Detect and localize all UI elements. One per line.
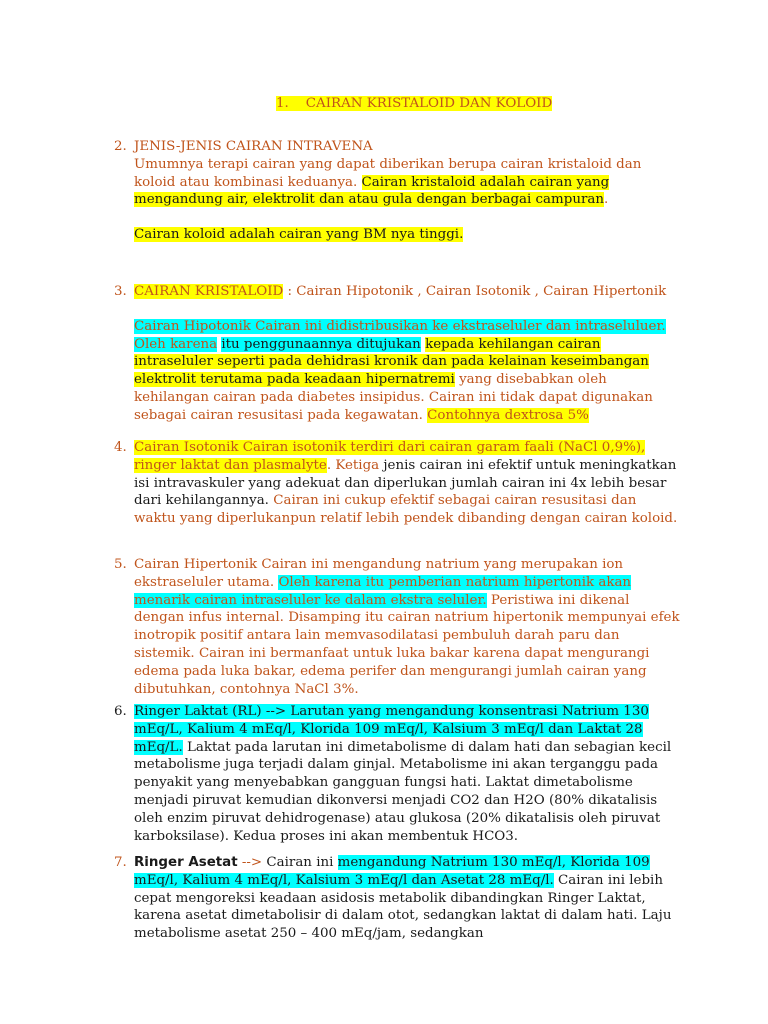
section-heading: JENIS-JENIS CAIRAN INTRAVENA <box>134 139 373 154</box>
paragraph: Cairan Hipertonik Cairan ini mengandung natrium yang merupakan ion ekstraseluler utama. Oleh karena itu pemberian natrium hipertonik akan menarik cairan intraseluler ke dalam ekstra seluler. Peristiwa ini dikenal dengan infus internal. Disamping itu cairan natrium hipertonik mempunyai efek inotropik positif antara lain memvasodilatasi pembuluh darah paru dan sistemik. Cairan ini bermanfaat untuk luka bakar karena dapat mengurangi edema pada luka bakar, edema perifer dan mengurangi jumlah cairan yang dibutuhkan, contohnya NaCl 3%. <box>134 557 680 697</box>
paragraph: Ringer Asetat --> Cairan ini mengandung Natrium 130 mEq/l, Klorida 109 mEq/l, Kalium 4 mEq/l, Kalsium 3 mEq/l dan Asetat 28 mEq/l. Cairan ini lebih cepat mengoreksi keadaan asidosis metabolik dibandingkan Ringer Laktat, karena asetat dimetabolisir di dalam otot, sedangkan laktat di dalam hati. Laju metabolisme asetat 250 – 400 mEq/jam, sedangkan <box>134 855 672 942</box>
paragraph: Ringer Laktat (RL) --> Larutan yang mengandung konsentrasi Natrium 130 mEq/L, Kalium 4 mEq/l, Klorida 109 mEq/l, Kalsium 3 mEq/l dan Laktat 28 mEq/L. Laktat pada larutan ini dimetabolisme di dalam hati dan sebagian kecil metabolisme juga terjadi dalam ginjal. Metabolisme ini akan terganggu pada penyakit yang menyebabkan gangguan fungsi hati. Laktat dimetabolisme menjadi piruvat kemudian dikonversi menjadi CO2 dan H2O (80% dikatalisis oleh enzim piruvat dehidrogenase) atau glukosa (20% dikatalisis oleh piruvat karboksilase). Kedua proses ini akan membentuk HCO3. <box>134 704 672 844</box>
paragraph: Cairan koloid adalah cairan yang BM nya tinggi. <box>134 227 464 243</box>
list-number: 4. <box>114 440 127 455</box>
section-5 <box>114 556 680 698</box>
section-7 <box>114 854 680 943</box>
list-number: 7. <box>114 855 127 870</box>
list-number: 3. <box>114 284 127 299</box>
paragraph: Cairan Isotonik Cairan isotonik terdiri dari cairan garam faali (NaCl 0,9%), ringer laktat dan plasmalyte. Ketiga jenis cairan ini efektif untuk meningkatkan isi intravaskuler yang adekuat dan diperlukan jumlah cairan ini 4x lebih besar dari kehilangannya. Cairan ini cukup efektif sebagai cairan resusitasi dan waktu yang diperlukanpun relatif lebih pendek dibanding dengan cairan koloid. <box>134 440 678 527</box>
section-3 <box>114 283 680 425</box>
section-heading: CAIRAN KRISTALOID : Cairan Hipotonik , Cairan Isotonik , Cairan Hipertonik <box>134 284 667 299</box>
document-title: 1. CAIRAN KRISTALOID DAN KOLOID <box>276 96 553 111</box>
section-6 <box>114 703 680 845</box>
section-2 <box>114 138 680 244</box>
section-4 <box>114 439 680 528</box>
list-number: 2. <box>114 139 127 154</box>
list-number: 5. <box>114 557 127 572</box>
paragraph: Cairan Hipotonik Cairan ini didistribusikan ke ekstraseluler dan intraseluluer. Oleh karena itu penggunaannya ditujukan kepada kehilangan cairan intraseluler seperti pada dehidrasi kronik dan pada kelainan keseimbangan elektrolit terutama pada keadaan hipernatremi yang disebabkan oleh kehilangan cairan pada diabetes insipidus. Cairan ini tidak dapat digunakan sebagai cairan resusitasi pada kegawatan. Contohnya dextrosa 5% <box>134 318 666 423</box>
list-number: 6. <box>114 704 127 719</box>
paragraph: Umumnya terapi cairan yang dapat diberikan berupa cairan kristaloid dan koloid atau kombinasi keduanya. Cairan kristaloid adalah cairan yang mengandung air, elektrolit dan atau gula dengan berbagai campuran. <box>134 156 642 208</box>
